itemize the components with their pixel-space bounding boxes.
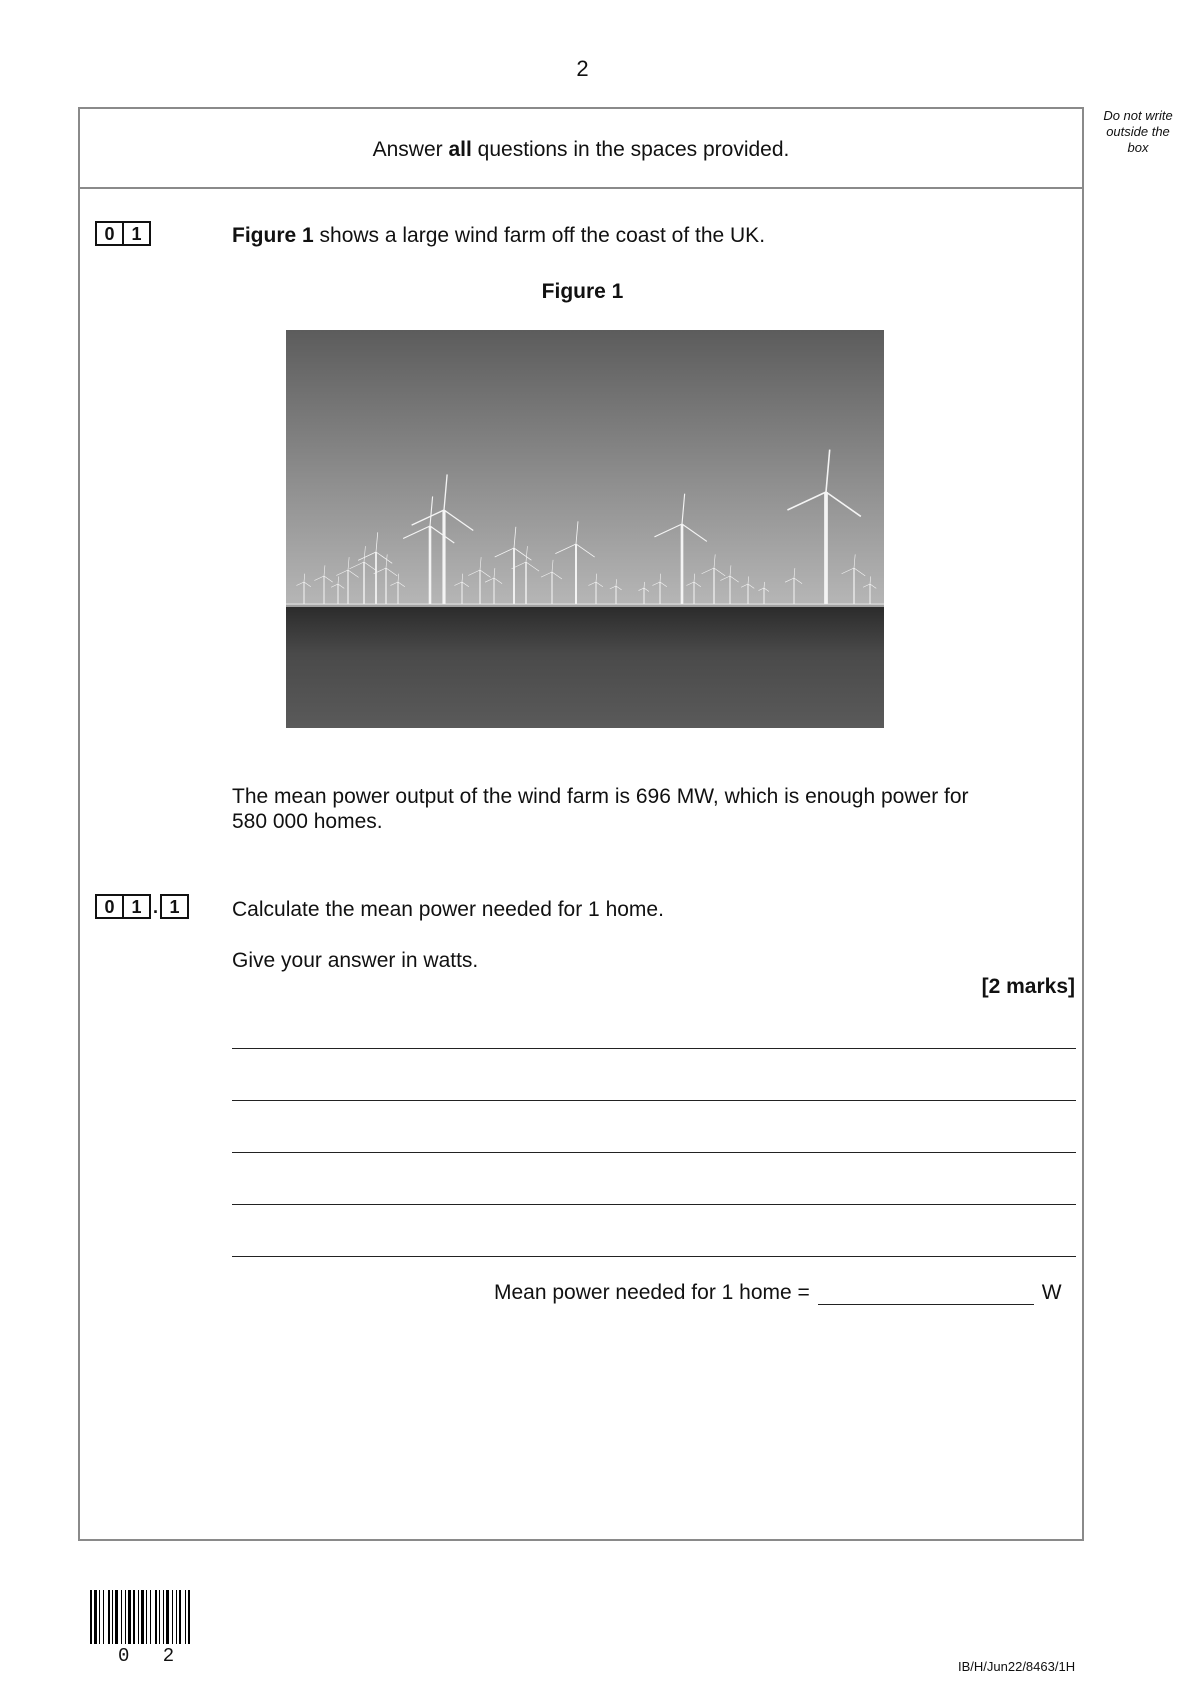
margin-note-line-1: Do not write xyxy=(1103,108,1173,123)
question-number-01-1 xyxy=(95,894,189,919)
context-line-1: The mean power output of the wind farm is 696 MW, which is enough power for xyxy=(232,785,969,808)
instruction-prefix: Answer xyxy=(372,138,449,161)
instruction xyxy=(80,138,1082,162)
answer-line[interactable] xyxy=(232,1204,1076,1205)
answer-label: Mean power needed for 1 home = xyxy=(494,1281,810,1304)
answer-blank[interactable] xyxy=(818,1282,1034,1305)
question-dot: . xyxy=(152,897,158,917)
page-number: 2 xyxy=(576,56,589,81)
question-number-01 xyxy=(95,221,151,246)
figure-caption: Figure 1 xyxy=(541,280,624,303)
paper-reference: IB/H/Jun22/8463/1H xyxy=(958,1659,1076,1674)
question-intro xyxy=(232,223,765,248)
intro-rest: shows a large wind farm off the coast of the UK. xyxy=(313,224,766,247)
context-line-2: 580 000 homes. xyxy=(232,810,383,833)
answer-line[interactable] xyxy=(232,1256,1076,1257)
margin-note xyxy=(1090,108,1186,156)
answer-line[interactable] xyxy=(232,1152,1076,1153)
units-instruction: Give your answer in watts. xyxy=(232,949,479,972)
question-digit: 1 xyxy=(122,221,151,246)
instruction-bold: all xyxy=(448,138,472,161)
answer-unit: W xyxy=(1041,1281,1062,1304)
wind-farm-photo xyxy=(286,330,884,728)
answer-line[interactable] xyxy=(232,1048,1076,1049)
margin-note-line-3: box xyxy=(1127,140,1149,155)
answer-line[interactable] xyxy=(232,1100,1076,1101)
barcode-digits: 0 2 xyxy=(118,1645,186,1667)
question-digit: 1 xyxy=(122,894,151,919)
answer-row xyxy=(494,1281,1062,1305)
question-digit: 0 xyxy=(95,221,124,246)
question-digit: 1 xyxy=(160,894,189,919)
margin-note-line-2: outside the xyxy=(1106,124,1170,139)
question-text: Calculate the mean power needed for 1 home. xyxy=(232,898,664,921)
figure-reference: Figure 1 xyxy=(232,224,314,247)
instruction-suffix: questions in the spaces provided. xyxy=(471,138,790,161)
barcode xyxy=(90,1590,200,1644)
question-context xyxy=(232,784,1052,834)
question-digit: 0 xyxy=(95,894,124,919)
marks-label: [2 marks] xyxy=(981,975,1075,998)
